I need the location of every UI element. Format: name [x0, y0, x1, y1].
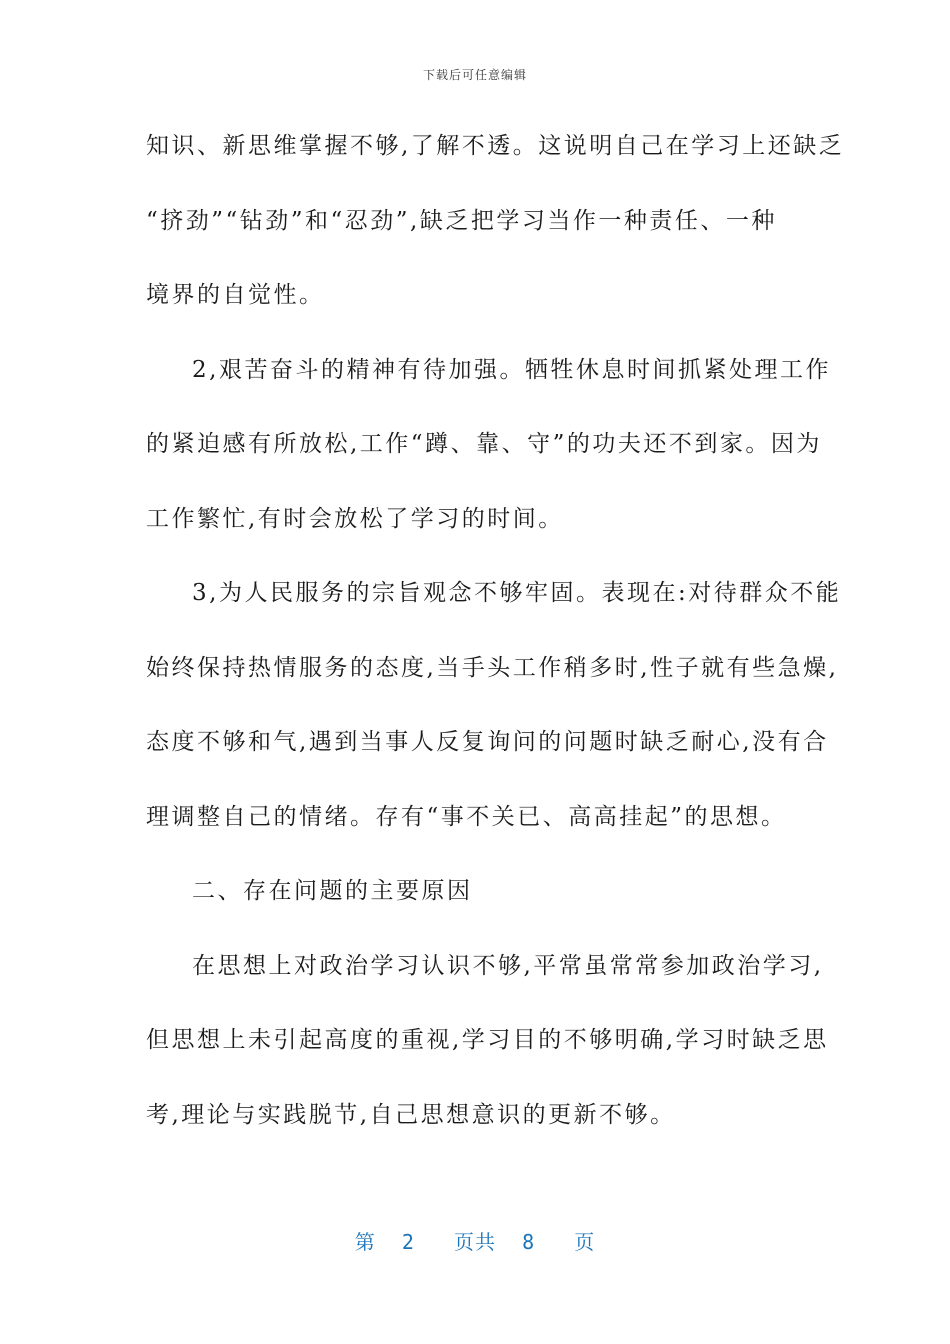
text-line-10: 理调整自己的情绪。存有“事不关已、高高挂起”的思想。	[146, 803, 787, 830]
text-line-3: 境界的自觉性。	[146, 282, 325, 308]
page-number-footer: 第 2 页共 8 页	[354, 1230, 596, 1254]
text-line-1: 知识、新思维掌握不够,了解不透。这说明自己在学习上还缺乏	[146, 133, 845, 159]
text-line-12: 在思想上对政治学习认识不够,平常虽常常参加政治学习,	[192, 952, 824, 979]
text-line-13: 但思想上未引起高度的重视,学习目的不够明确,学习时缺乏思	[146, 1027, 829, 1053]
document-body	[146, 124, 845, 1167]
text-line-14: 考,理论与实践脱节,自己思想意识的更新不够。	[146, 1101, 676, 1128]
text-line-4: 2,艰苦奋斗的精神有待加强。牺牲休息时间抓紧处理工作	[192, 356, 831, 383]
text-line-5: 的紧迫感有所放松,工作“蹲、靠、守”的功夫还不到家。因为	[146, 431, 822, 457]
header-note: 下载后可任意编辑	[422, 68, 527, 82]
text-line-9: 态度不够和气,遇到当事人反复询问的问题时缺乏耐心,没有合	[146, 729, 829, 755]
text-line-7: 3,为人民服务的宗旨观念不够牢固。表现在:对待群众不能	[192, 580, 842, 606]
text-line-6: 工作繁忙,有时会放松了学习的时间。	[146, 505, 564, 532]
section-heading: 二、存在问题的主要原因	[192, 878, 473, 904]
text-line-2: “挤劲”“钻劲”和“忍劲”,缺乏把学习当作一种责任、一种	[146, 207, 777, 234]
text-line-8: 始终保持热情服务的态度,当手头工作稍多时,性子就有些急燥,	[146, 654, 839, 681]
